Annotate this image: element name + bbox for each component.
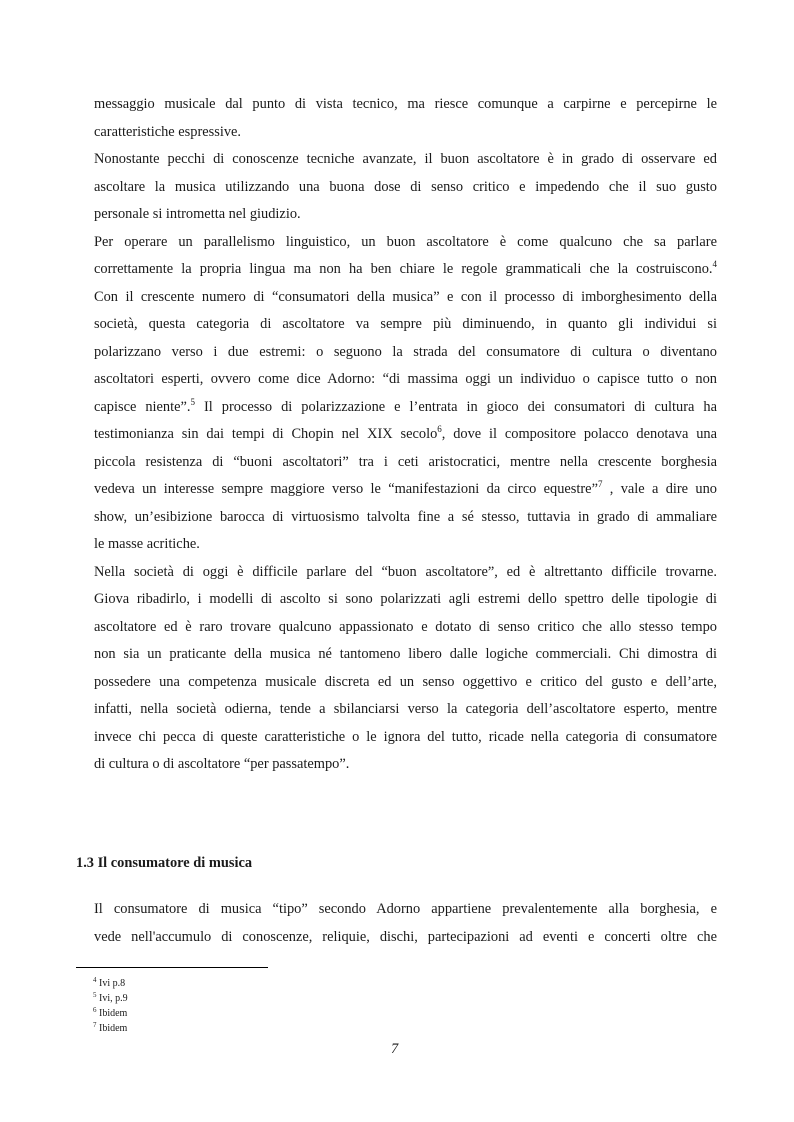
footnote: $^5$ Ivi, p.9 xyxy=(93,991,128,1004)
body-line: Con il crescente numero di “consumatori della musica” e con il processo di imborghesimento della xyxy=(94,289,717,305)
section-heading: 1.3 Il consumatore di musica xyxy=(76,855,253,871)
footnote-ref: 7 xyxy=(597,479,603,489)
body-line: ascoltatore ed è raro trovare qualcuno appassionato e dotato di senso critico che allo stesso tempo xyxy=(94,619,717,635)
body-line: possedere una competenza musicale discreta ed un senso oggettivo e critico del gusto e dell’arte, xyxy=(94,674,717,690)
body-line: messaggio musicale dal punto di vista tecnico, ma riesce comunque a carpirne e percepirne le xyxy=(94,96,717,112)
footnote-ref: 5 xyxy=(190,397,195,407)
body-line: capisce niente”.$^5$ Il processo di polarizzazione e l’entrata in gioco dei consumatori di cultura ha xyxy=(94,397,717,415)
body-line: ascoltare la musica utilizzando una buona dose di senso critico e impedendo che il suo gusto xyxy=(94,179,717,195)
body-line: correttamente la propria lingua ma non ha ben chiare le regole grammaticali che la costruiscono.$^4$ xyxy=(94,259,717,277)
section-line: vede nell'accumulo di conoscenze, reliquie, dischi, partecipazioni ad eventi e concerti oltre che xyxy=(94,929,717,945)
body-line: caratteristiche espressive. xyxy=(94,124,242,140)
body-line: personale si intrometta nel giudizio. xyxy=(94,206,301,222)
body-line: non sia un praticante della musica né tantomeno libero dalle logiche commerciali. Chi dimostra di xyxy=(94,646,717,662)
body-line: Giova ribadirlo, i modelli di ascolto si sono polarizzati agli estremi dello spettro delle tipologie di xyxy=(94,591,717,607)
body-line: Nonostante pecchi di conoscenze tecniche avanzate, il buon ascoltatore è in grado di osservare ed xyxy=(94,151,717,167)
body-line: piccola resistenza di “buoni ascoltatori” tra i ceti aristocratici, mentre nella crescente borghesia xyxy=(94,454,717,470)
footnote-ref: 4 xyxy=(712,259,717,269)
footnote-divider xyxy=(76,967,268,968)
body-line: vedeva un interesse sempre maggiore verso le “manifestazioni da circo equestre”$^7$ , vale a dire uno xyxy=(94,479,717,497)
footnote: $^4$ Ivi p.8 xyxy=(93,976,126,989)
body-line: di cultura o di ascoltatore “per passatempo”. xyxy=(94,756,350,772)
body-line: le masse acritiche. xyxy=(94,536,200,552)
body-line: Per operare un parallelismo linguistico, un buon ascoltatore è come qualcuno che sa parlare xyxy=(94,234,717,250)
page-number: 7 xyxy=(391,1041,399,1057)
footnote: $^7$ Ibidem xyxy=(93,1021,128,1034)
body-line: società, questa categoria di ascoltatore va sempre più diminuendo, in quanto gli individui si xyxy=(94,316,717,332)
body-line: ascoltatori esperti, ovvero come dice Adorno: “di massima oggi un individuo o capisce tutto o non xyxy=(94,371,717,387)
footnote: $^6$ Ibidem xyxy=(93,1006,128,1019)
body-line: infatti, nella società odierna, tende a sbilanciarsi verso la categoria dell’ascoltatore esperto, mentre xyxy=(94,701,717,717)
body-line: polarizzano verso i due estremi: o seguono la strada del consumatore di cultura o diventano xyxy=(94,344,717,360)
footnote-ref: 6 xyxy=(437,424,442,434)
section-line: Il consumatore di musica “tipo” secondo Adorno appartiene prevalentemente alla borghesia, e xyxy=(94,901,717,917)
body-line: invece chi pecca di queste caratteristiche o le ignora del tutto, ricade nella categoria di consumatore xyxy=(94,729,717,745)
body-line: show, un’esibizione barocca di virtuosismo talvolta fine a sé stesso, tuttavia in grado di ammaliare xyxy=(94,509,717,525)
body-line: Nella società di oggi è difficile parlare del “buon ascoltatore”, ed è altrettanto difficile trovarne. xyxy=(94,564,717,580)
body-line: testimonianza sin dai tempi di Chopin nel XIX secolo$^6$, dove il compositore polacco denotava una xyxy=(94,424,717,442)
